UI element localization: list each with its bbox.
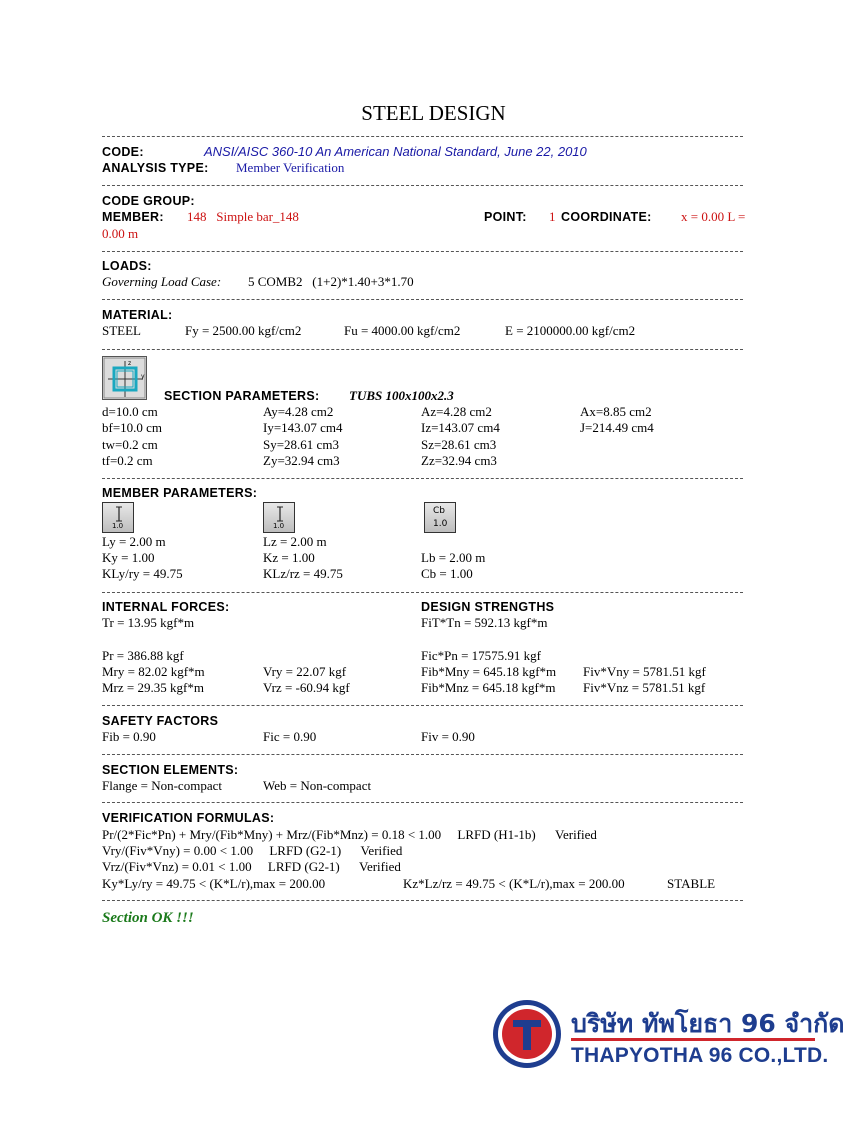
- company-name-english: THAPYOTHA 96 CO.,LTD.: [571, 1044, 829, 1067]
- member-lb: Lb = 2.00 m: [421, 550, 486, 565]
- force-mrz: Mrz = 29.35 kgf*m: [102, 680, 204, 695]
- load-case-label: Governing Load Case:: [102, 274, 222, 289]
- loads-label: LOADS:: [102, 259, 152, 273]
- divider: [102, 754, 743, 755]
- material-label: MATERIAL:: [102, 308, 173, 322]
- safety-fic: Fic = 0.90: [263, 729, 317, 744]
- section-params-label: SECTION PARAMETERS:: [164, 389, 320, 403]
- section-ax: Ax=8.85 cm2: [580, 404, 652, 419]
- safety-fiv: Fiv = 0.90: [421, 729, 475, 744]
- analysis-type-value: Member Verification: [236, 160, 345, 175]
- force-tr: Tr = 13.95 kgf*m: [102, 615, 195, 630]
- verification-line-4b: Kz*Lz/rz = 49.75 < (K*L/r),max = 200.00: [403, 876, 625, 891]
- element-web: Web = Non-compact: [263, 778, 372, 793]
- code-value: ANSI/AISC 360-10 An American National Standard, June 22, 2010: [204, 144, 587, 159]
- section-zy: Zy=32.94 cm3: [263, 453, 340, 468]
- code-group-label: CODE GROUP:: [102, 194, 195, 208]
- section-sy: Sy=28.61 cm3: [263, 437, 339, 452]
- member-lz: Lz = 2.00 m: [263, 534, 327, 549]
- section-iz: Iz=143.07 cm4: [421, 420, 500, 435]
- element-flange: Flange = Non-compact: [102, 778, 222, 793]
- cb-icon: [424, 502, 456, 533]
- result-text: Section OK !!!: [102, 910, 194, 926]
- coordinate-label: COORDINATE:: [561, 210, 652, 224]
- cb-icon-top: Cb: [433, 506, 445, 516]
- member-kz: Kz = 1.00: [263, 550, 315, 565]
- verification-line-2: Vry/(Fiv*Vny) = 0.00 < 1.00 LRFD (G2-1) Verified: [102, 843, 403, 858]
- safety-fib: Fib = 0.90: [102, 729, 156, 744]
- buckling-y-icon: [102, 502, 134, 533]
- divider: [102, 299, 743, 300]
- buckling-y-icon-text: 1.0: [112, 522, 124, 530]
- buckling-z-icon-text: 1.0: [273, 522, 285, 530]
- section-elements-label: SECTION ELEMENTS:: [102, 763, 239, 777]
- strength-fivvnz: Fiv*Vnz = 5781.51 kgf: [583, 680, 706, 695]
- point-label: POINT:: [484, 210, 527, 224]
- coordinate-value-cont: 0.00 m: [102, 226, 139, 241]
- analysis-type-label: ANALYSIS TYPE:: [102, 161, 209, 175]
- member-label: MEMBER:: [102, 210, 164, 224]
- section-d: d=10.0 cm: [102, 404, 158, 419]
- company-logo-icon: [491, 998, 563, 1070]
- section-iy: Iy=143.07 cm4: [263, 420, 343, 435]
- divider: [102, 478, 743, 479]
- verification-stable: STABLE: [667, 876, 716, 891]
- section-bf: bf=10.0 cm: [102, 420, 163, 435]
- strength-fibmny: Fib*Mny = 645.18 kgf*m: [421, 664, 557, 679]
- section-name: TUBS 100x100x2.3: [349, 388, 454, 403]
- verification-line-3: Vrz/(Fiv*Vnz) = 0.01 < 1.00 LRFD (G2-1) Verified: [102, 859, 401, 874]
- force-pr: Pr = 386.88 kgf: [102, 648, 184, 663]
- strength-fic: Fic*Pn = 17575.91 kgf: [421, 648, 542, 663]
- material-fy: Fy = 2500.00 kgf/cm2: [185, 323, 302, 338]
- divider: [102, 592, 743, 593]
- material-e: E = 2100000.00 kgf/cm2: [505, 323, 636, 338]
- member-cb: Cb = 1.00: [421, 566, 473, 581]
- material-name: STEEL: [102, 323, 141, 338]
- divider: [102, 705, 743, 706]
- point-value: 1: [549, 209, 556, 224]
- divider: [102, 802, 743, 803]
- member-ly: Ly = 2.00 m: [102, 534, 166, 549]
- divider: [102, 251, 743, 252]
- coordinate-value: x = 0.00 L =: [681, 209, 746, 224]
- force-mry: Mry = 82.02 kgf*m: [102, 664, 205, 679]
- code-label: CODE:: [102, 145, 144, 159]
- force-vrz: Vrz = -60.94 kgf: [263, 680, 350, 695]
- material-fu: Fu = 4000.00 kgf/cm2: [344, 323, 461, 338]
- divider: [102, 900, 743, 901]
- section-sz: Sz=28.61 cm3: [421, 437, 497, 452]
- member-params-label: MEMBER PARAMETERS:: [102, 486, 258, 500]
- member-value: 148 Simple bar_148: [187, 209, 299, 224]
- section-tw: tw=0.2 cm: [102, 437, 158, 452]
- verification-label: VERIFICATION FORMULAS:: [102, 811, 275, 825]
- company-name-thai: บริษัท ทัพโยธา 96 จำกัด: [571, 1009, 845, 1038]
- logo-underline: [571, 1038, 815, 1041]
- section-tf: tf=0.2 cm: [102, 453, 153, 468]
- section-zz: Zz=32.94 cm3: [421, 453, 497, 468]
- divider: [102, 185, 743, 186]
- svg-text:z: z: [128, 360, 132, 367]
- strength-fibmnz: Fib*Mnz = 645.18 kgf*m: [421, 680, 556, 695]
- tube-section-icon: [102, 356, 147, 400]
- design-strengths-label: DESIGN STRENGTHS: [421, 600, 555, 614]
- buckling-z-icon: [263, 502, 295, 533]
- divider: [102, 349, 743, 350]
- divider: [102, 136, 743, 137]
- section-ay: Ay=4.28 cm2: [263, 404, 334, 419]
- report-title: STEEL DESIGN: [361, 101, 506, 125]
- internal-forces-label: INTERNAL FORCES:: [102, 600, 230, 614]
- verification-line-1: Pr/(2*Fic*Pn) + Mry/(Fib*Mny) + Mrz/(Fib*Mnz) = 0.18 < 1.00 LRFD (H1-1b) Verified: [102, 827, 597, 842]
- verification-line-4a: Ky*Ly/ry = 49.75 < (K*L/r),max = 200.00: [102, 876, 326, 891]
- section-j: J=214.49 cm4: [580, 420, 654, 435]
- member-klz: KLz/rz = 49.75: [263, 566, 343, 581]
- safety-factors-label: SAFETY FACTORS: [102, 714, 219, 728]
- member-kly: KLy/ry = 49.75: [102, 566, 183, 581]
- strength-fit: FiT*Tn = 592.13 kgf*m: [421, 615, 548, 630]
- svg-text:y: y: [141, 373, 145, 380]
- member-ky: Ky = 1.00: [102, 550, 155, 565]
- strength-fivvny: Fiv*Vny = 5781.51 kgf: [583, 664, 706, 679]
- section-az: Az=4.28 cm2: [421, 404, 492, 419]
- cb-icon-bottom: 1.0: [433, 519, 448, 529]
- force-vry: Vry = 22.07 kgf: [263, 664, 347, 679]
- load-case-value: 5 COMB2 (1+2)*1.40+3*1.70: [248, 274, 414, 289]
